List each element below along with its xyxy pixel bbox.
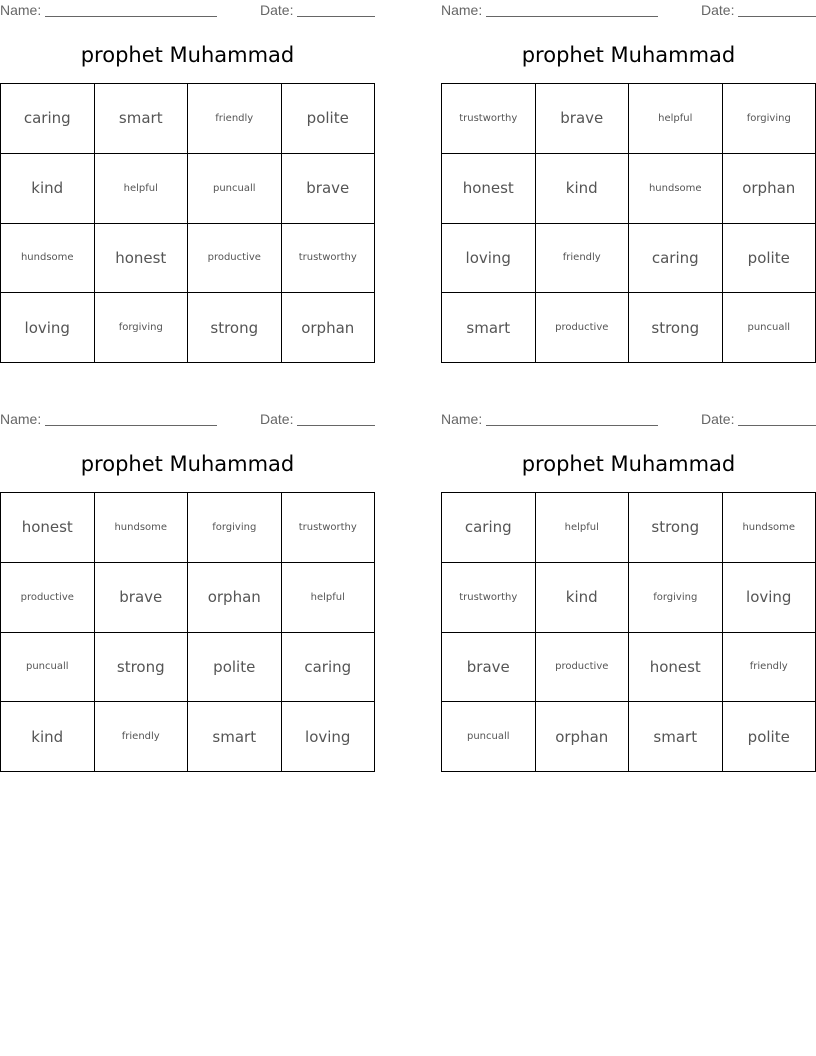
bingo-cell: friendly bbox=[188, 84, 282, 154]
bingo-cell: strong bbox=[629, 293, 723, 363]
card-title: prophet Muhammad bbox=[521, 43, 736, 67]
bingo-cell: trustworthy bbox=[442, 84, 536, 154]
bingo-cell: kind bbox=[536, 563, 630, 633]
bingo-cell: caring bbox=[282, 633, 376, 703]
bingo-cell: productive bbox=[1, 563, 95, 633]
bingo-cell: brave bbox=[95, 563, 189, 633]
card-title: prophet Muhammad bbox=[80, 452, 295, 476]
bingo-cell: forgiving bbox=[188, 493, 282, 563]
bingo-cell: friendly bbox=[95, 702, 189, 772]
bingo-cell: trustworthy bbox=[442, 563, 536, 633]
bingo-cell: brave bbox=[536, 84, 630, 154]
bingo-cell: hundsome bbox=[723, 493, 816, 563]
bingo-cell: friendly bbox=[536, 224, 630, 294]
bingo-cell: helpful bbox=[629, 84, 723, 154]
bingo-cell: puncuall bbox=[723, 293, 816, 363]
bingo-cell: brave bbox=[442, 633, 536, 703]
bingo-grid bbox=[441, 83, 816, 363]
bingo-cell: puncuall bbox=[1, 633, 95, 703]
bingo-cell: honest bbox=[95, 224, 189, 294]
bingo-cell: trustworthy bbox=[282, 493, 376, 563]
name-blank-line bbox=[486, 411, 658, 426]
bingo-cell: smart bbox=[188, 702, 282, 772]
name-field bbox=[0, 411, 217, 427]
name-label: Name: bbox=[0, 411, 42, 427]
bingo-cell: helpful bbox=[536, 493, 630, 563]
date-label: Date: bbox=[260, 2, 294, 18]
name-date-row bbox=[0, 2, 375, 20]
date-field bbox=[701, 411, 816, 427]
name-date-row bbox=[441, 411, 816, 429]
bingo-cell: forgiving bbox=[95, 293, 189, 363]
bingo-cell: honest bbox=[629, 633, 723, 703]
date-blank-line bbox=[738, 411, 816, 426]
bingo-cell: loving bbox=[282, 702, 376, 772]
bingo-grid bbox=[441, 492, 816, 772]
bingo-cell: orphan bbox=[282, 293, 376, 363]
name-blank-line bbox=[45, 2, 217, 17]
bingo-cell: strong bbox=[95, 633, 189, 703]
bingo-cell: polite bbox=[723, 224, 816, 294]
date-field bbox=[260, 2, 375, 18]
name-blank-line bbox=[486, 2, 658, 17]
name-label: Name: bbox=[441, 411, 483, 427]
bingo-grid bbox=[0, 83, 375, 363]
date-field bbox=[701, 2, 816, 18]
name-label: Name: bbox=[441, 2, 483, 18]
bingo-cell: honest bbox=[1, 493, 95, 563]
bingo-cell: polite bbox=[282, 84, 376, 154]
card-title: prophet Muhammad bbox=[80, 43, 295, 67]
name-field bbox=[441, 2, 658, 18]
bingo-cell: loving bbox=[442, 224, 536, 294]
bingo-cell: helpful bbox=[95, 154, 189, 224]
bingo-cell: smart bbox=[95, 84, 189, 154]
bingo-cell: hundsome bbox=[95, 493, 189, 563]
name-date-row bbox=[441, 2, 816, 20]
date-blank-line bbox=[297, 2, 375, 17]
bingo-cell: kind bbox=[1, 702, 95, 772]
bingo-cell: strong bbox=[629, 493, 723, 563]
bingo-cell: hundsome bbox=[1, 224, 95, 294]
bingo-cell: smart bbox=[629, 702, 723, 772]
bingo-cell: productive bbox=[188, 224, 282, 294]
date-label: Date: bbox=[260, 411, 294, 427]
bingo-cell: productive bbox=[536, 293, 630, 363]
bingo-cell: orphan bbox=[188, 563, 282, 633]
name-blank-line bbox=[45, 411, 217, 426]
bingo-cell: helpful bbox=[282, 563, 376, 633]
bingo-cell: productive bbox=[536, 633, 630, 703]
card-title: prophet Muhammad bbox=[521, 452, 736, 476]
bingo-cell: kind bbox=[536, 154, 630, 224]
bingo-grid bbox=[0, 492, 375, 772]
bingo-cell: polite bbox=[188, 633, 282, 703]
bingo-cell: brave bbox=[282, 154, 376, 224]
bingo-cell: caring bbox=[1, 84, 95, 154]
bingo-cell: smart bbox=[442, 293, 536, 363]
bingo-cell: forgiving bbox=[629, 563, 723, 633]
name-label: Name: bbox=[0, 2, 42, 18]
bingo-cell: orphan bbox=[536, 702, 630, 772]
name-field bbox=[441, 411, 658, 427]
bingo-cell: puncuall bbox=[442, 702, 536, 772]
name-field bbox=[0, 2, 217, 18]
bingo-cell: caring bbox=[442, 493, 536, 563]
bingo-cell: friendly bbox=[723, 633, 816, 703]
date-label: Date: bbox=[701, 2, 735, 18]
bingo-cell: loving bbox=[723, 563, 816, 633]
bingo-cell: honest bbox=[442, 154, 536, 224]
date-blank-line bbox=[297, 411, 375, 426]
bingo-cell: orphan bbox=[723, 154, 816, 224]
bingo-cell: kind bbox=[1, 154, 95, 224]
date-label: Date: bbox=[701, 411, 735, 427]
bingo-cell: forgiving bbox=[723, 84, 816, 154]
date-field bbox=[260, 411, 375, 427]
bingo-cell: loving bbox=[1, 293, 95, 363]
bingo-cell: hundsome bbox=[629, 154, 723, 224]
name-date-row bbox=[0, 411, 375, 429]
bingo-cell: trustworthy bbox=[282, 224, 376, 294]
date-blank-line bbox=[738, 2, 816, 17]
bingo-cell: strong bbox=[188, 293, 282, 363]
bingo-cell: puncuall bbox=[188, 154, 282, 224]
bingo-cell: polite bbox=[723, 702, 816, 772]
bingo-cell: caring bbox=[629, 224, 723, 294]
